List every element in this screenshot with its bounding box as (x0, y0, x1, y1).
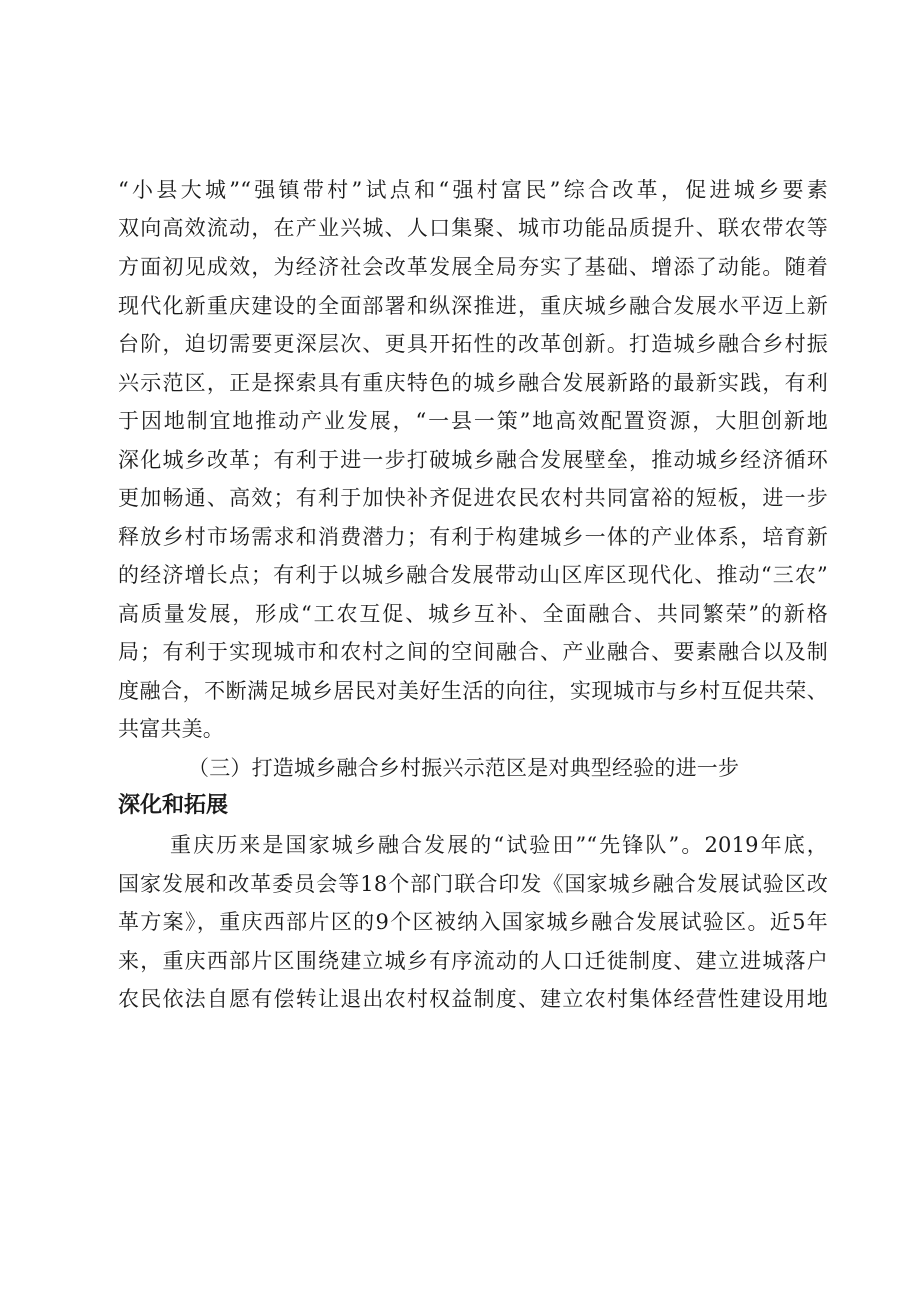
paragraph-line: 兴示范区，正是探索具有重庆特色的城乡融合发展新路的最新实践，有利 (118, 371, 828, 395)
paragraph-line: 重庆历来是国家城乡融合发展的“试验田”“先锋队”。2019年底， (170, 833, 828, 857)
paragraph-line: 共富共美。 (118, 717, 224, 741)
section-heading-line: （三）打造城乡融合乡村振兴示范区是对典型经验的进一步 (188, 756, 740, 780)
paragraph-line: 的经济增长点；有利于以城乡融合发展带动山区库区现代化、推动“三农” (118, 563, 828, 587)
paragraph-line: 于因地制宜地推动产业发展，“一县一策”地高效配置资源，大胆创新地 (118, 409, 828, 433)
section-heading-line: 深化和拓展 (118, 793, 229, 818)
paragraph-line: 来，重庆西部片区围绕建立城乡有序流动的人口迁徙制度、建立进城落户 (118, 949, 828, 973)
paragraph-line: 台阶，迫切需要更深层次、更具开拓性的改革创新。打造城乡融合乡村振 (118, 332, 828, 356)
paragraph-line: 局；有利于实现城市和农村之间的空间融合、产业融合、要素融合以及制 (118, 640, 828, 664)
paragraph-line: 深化城乡改革；有利于进一步打破城乡融合发展壁垒，推动城乡经济循环 (118, 448, 828, 472)
paragraph-line: 释放乡村市场需求和消费潜力；有利于构建城乡一体的产业体系，培育新 (118, 525, 828, 549)
paragraph-line: 国家发展和改革委员会等18个部门联合印发《国家城乡融合发展试验区改 (118, 872, 828, 896)
paragraph-line: 双向高效流动，在产业兴城、人口集聚、城市功能品质提升、联农带农等 (118, 216, 828, 240)
paragraph-line: 农民依法自愿有偿转让退出农村权益制度、建立农村集体经营性建设用地 (118, 987, 828, 1011)
paragraph-line: 方面初见成效，为经济社会改革发展全局夯实了基础、增添了动能。随着 (118, 255, 828, 279)
paragraph-line: 高质量发展，形成“工农互促、城乡互补、全面融合、共同繁荣”的新格 (118, 602, 828, 626)
paragraph-line: 度融合，不断满足城乡居民对美好生活的向往，实现城市与乡村互促共荣、 (118, 679, 828, 703)
paragraph-line: 现代化新重庆建设的全面部署和纵深推进，重庆城乡融合发展水平迈上新 (118, 294, 828, 318)
paragraph-line: 革方案》，重庆西部片区的9个区被纳入国家城乡融合发展试验区。近5年 (118, 910, 828, 934)
paragraph-line: 更加畅通、高效；有利于加快补齐促进农民农村共同富裕的短板，进一步 (118, 486, 828, 510)
paragraph-line: “小县大城”“强镇带村”试点和“强村富民”综合改革，促进城乡要素 (118, 178, 828, 202)
